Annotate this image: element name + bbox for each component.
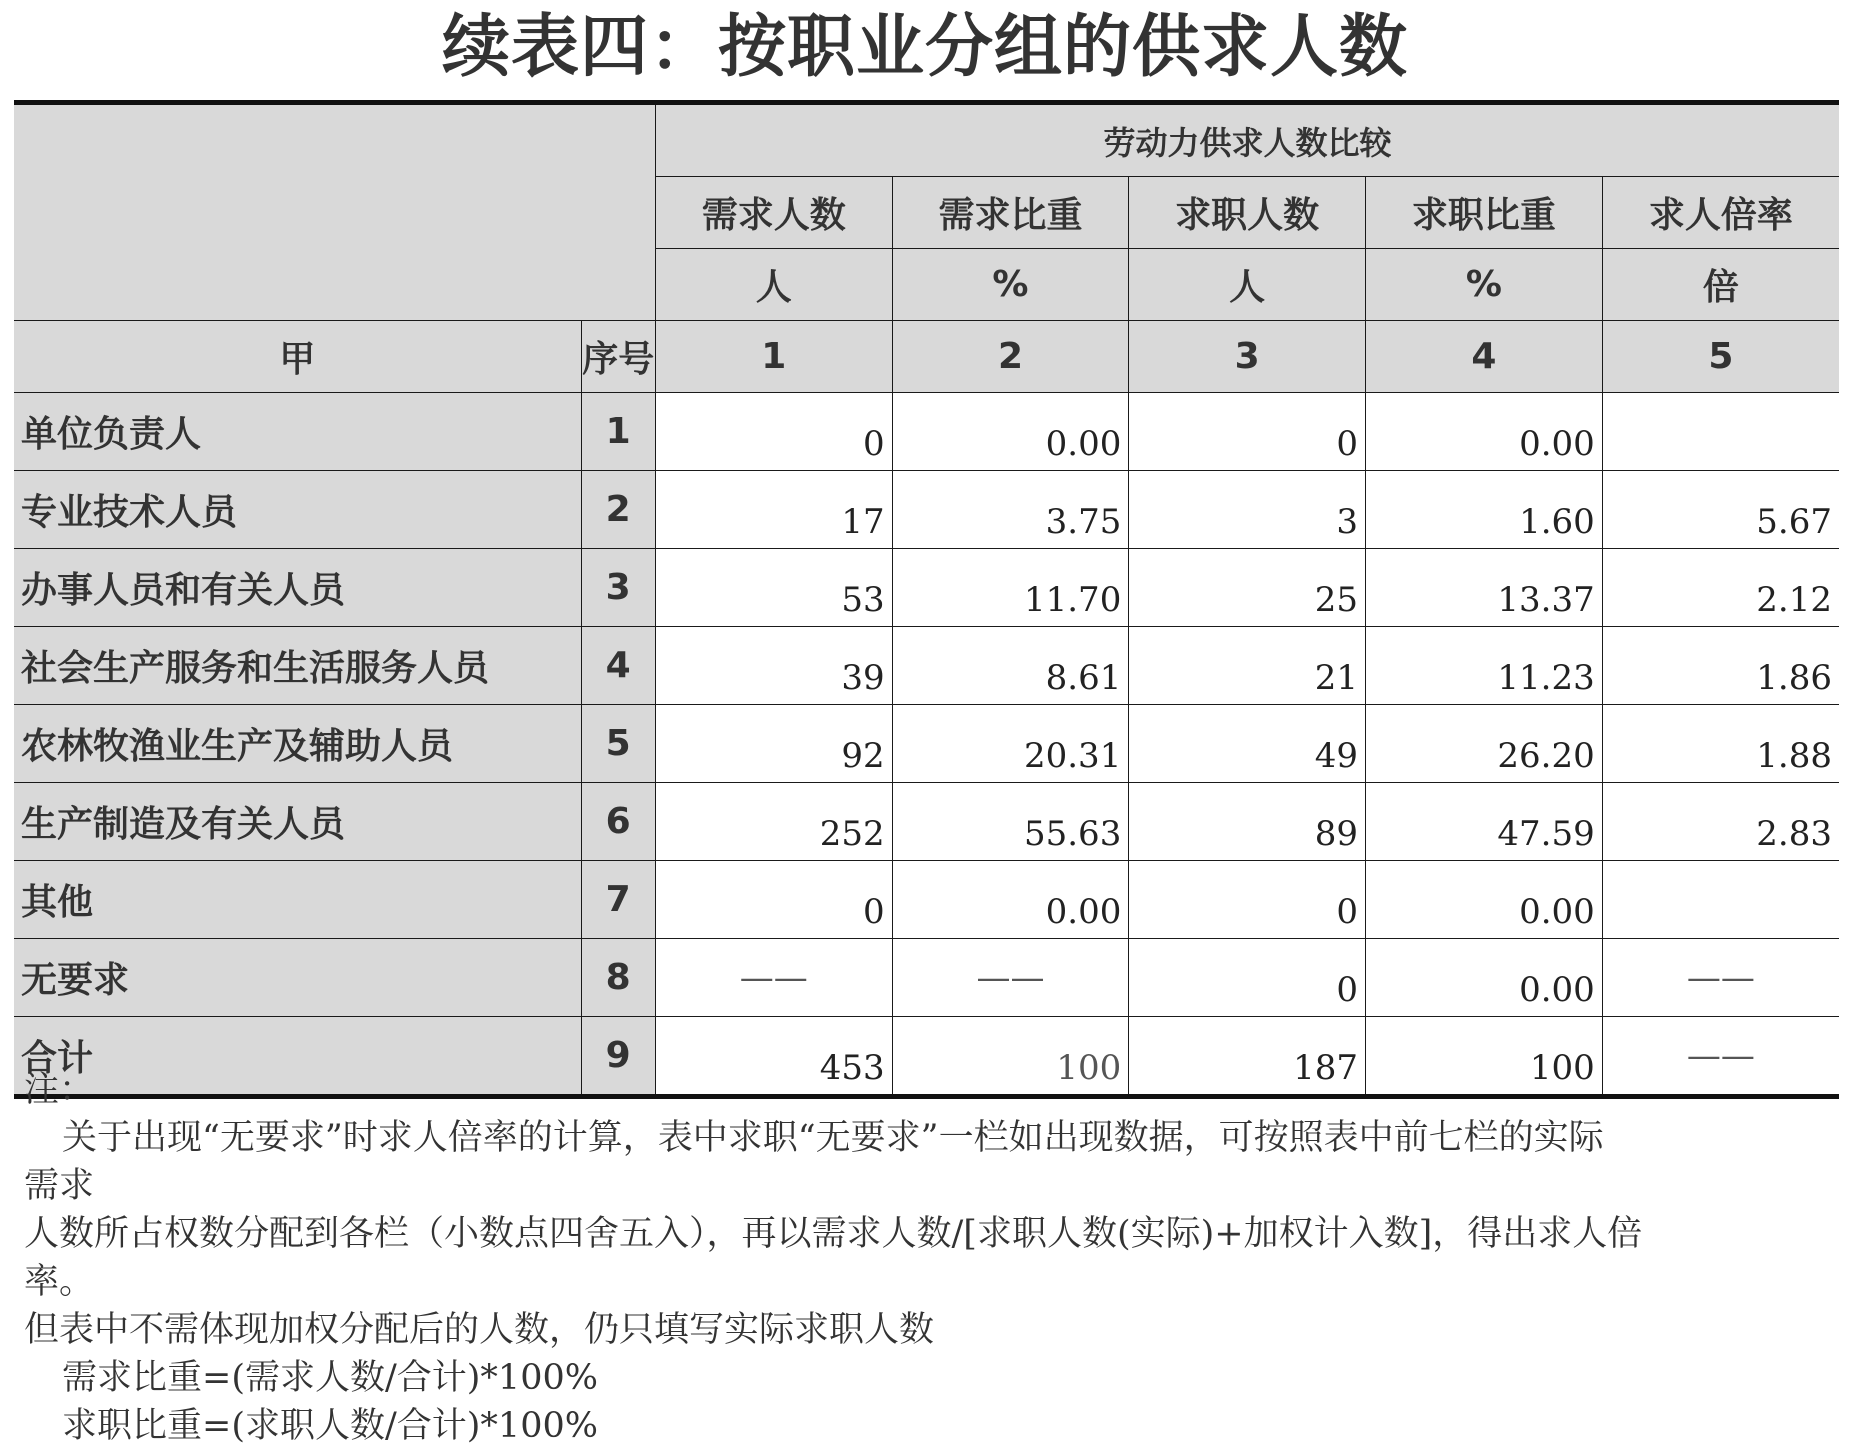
unit-cell: 人 (1129, 249, 1366, 321)
demand-count-cell: 0 (655, 861, 892, 939)
row-label: 专业技术人员 (14, 471, 581, 549)
demand-share-cell: 55.63 (892, 783, 1129, 861)
seeker-count-cell: 49 (1129, 705, 1366, 783)
row-header-label: 甲 (14, 321, 581, 393)
table-row (14, 549, 1839, 627)
seeker-count-cell: 0 (1129, 939, 1366, 1017)
demand-share-cell: 100 (892, 1017, 1129, 1097)
table-row (14, 627, 1839, 705)
note-line: 求职比重=(求职人数/合计)*100% (62, 1406, 598, 1446)
notes-section (24, 1066, 1824, 1446)
row-label: 生产制造及有关人员 (14, 783, 581, 861)
row-label: 合计 (14, 1017, 581, 1097)
table-row (14, 705, 1839, 783)
demand-ratio-cell: 1.86 (1602, 627, 1839, 705)
seeker-share-cell: 0.00 (1366, 861, 1603, 939)
demand-ratio-cell: —— (1602, 939, 1839, 1017)
group-header: 劳动力供求人数比较 (655, 103, 1839, 177)
row-number: 6 (581, 783, 655, 861)
seeker-count-cell: 21 (1129, 627, 1366, 705)
unit-cell: 人 (655, 249, 892, 321)
column-header-seeker-share: 求职比重 (1366, 177, 1603, 249)
note-line: 率。 (24, 1262, 95, 1302)
demand-ratio-cell: —— (1602, 1017, 1839, 1097)
column-number: 4 (1366, 321, 1603, 393)
seeker-share-cell: 1.60 (1366, 471, 1603, 549)
column-number-row (14, 321, 1839, 393)
seeker-count-cell: 187 (1129, 1017, 1366, 1097)
table-body (14, 103, 1839, 1097)
column-header-demand-ratio: 求人倍率 (1602, 177, 1839, 249)
demand-count-cell: 39 (655, 627, 892, 705)
unit-cell: % (892, 249, 1129, 321)
column-number: 1 (655, 321, 892, 393)
row-label: 无要求 (14, 939, 581, 1017)
demand-ratio-cell: 5.67 (1602, 471, 1839, 549)
notes-heading: 注： (24, 1070, 95, 1110)
seeker-count-cell: 0 (1129, 861, 1366, 939)
row-label: 办事人员和有关人员 (14, 549, 581, 627)
demand-count-cell: 252 (655, 783, 892, 861)
demand-share-cell: 8.61 (892, 627, 1129, 705)
seeker-count-cell: 3 (1129, 471, 1366, 549)
seeker-count-cell: 0 (1129, 393, 1366, 471)
row-label: 农林牧渔业生产及辅助人员 (14, 705, 581, 783)
demand-ratio-cell (1602, 393, 1839, 471)
table-row (14, 861, 1839, 939)
row-number-header: 序号 (581, 321, 655, 393)
seeker-share-cell: 13.37 (1366, 549, 1603, 627)
seeker-share-cell: 0.00 (1366, 939, 1603, 1017)
column-header-demand-count: 需求人数 (655, 177, 892, 249)
seeker-share-cell: 11.23 (1366, 627, 1603, 705)
group-header-row (14, 103, 1839, 177)
table-row (14, 939, 1839, 1017)
seeker-share-cell: 47.59 (1366, 783, 1603, 861)
table-row (14, 393, 1839, 471)
row-number: 1 (581, 393, 655, 471)
page-title: 续表四：按职业分组的供求人数 (441, 8, 1408, 87)
row-label: 其他 (14, 861, 581, 939)
note-line: 关于出现“无要求”时求人倍率的计算，表中求职“无要求”一栏如出现数据，可按照表中前七栏的实际 (62, 1118, 1604, 1158)
column-header-demand-share: 需求比重 (892, 177, 1129, 249)
row-label: 单位负责人 (14, 393, 581, 471)
demand-ratio-cell: 1.88 (1602, 705, 1839, 783)
unit-cell: % (1366, 249, 1603, 321)
row-number: 9 (581, 1017, 655, 1097)
demand-share-cell: —— (892, 939, 1129, 1017)
seeker-count-cell: 89 (1129, 783, 1366, 861)
demand-share-cell: 20.31 (892, 705, 1129, 783)
note-line: 需求比重=(需求人数/合计)*100% (62, 1358, 598, 1398)
demand-ratio-cell (1602, 861, 1839, 939)
header-corner-cell (14, 103, 655, 321)
row-number: 3 (581, 549, 655, 627)
seeker-count-cell: 25 (1129, 549, 1366, 627)
demand-share-cell: 0.00 (892, 861, 1129, 939)
demand-count-cell: 17 (655, 471, 892, 549)
row-number: 4 (581, 627, 655, 705)
column-number: 2 (892, 321, 1129, 393)
demand-ratio-cell: 2.83 (1602, 783, 1839, 861)
demand-count-cell: 53 (655, 549, 892, 627)
seeker-share-cell: 26.20 (1366, 705, 1603, 783)
column-number: 5 (1602, 321, 1839, 393)
demand-share-cell: 11.70 (892, 549, 1129, 627)
table-row (14, 783, 1839, 861)
demand-count-cell: —— (655, 939, 892, 1017)
unit-cell: 倍 (1602, 249, 1839, 321)
demand-ratio-cell: 2.12 (1602, 549, 1839, 627)
note-line: 需求 (24, 1166, 95, 1206)
row-number: 8 (581, 939, 655, 1017)
note-line: 但表中不需体现加权分配后的人数，仍只填写实际求职人数 (24, 1310, 935, 1350)
demand-count-cell: 0 (655, 393, 892, 471)
demand-count-cell: 453 (655, 1017, 892, 1097)
row-number: 2 (581, 471, 655, 549)
column-header-seeker-count: 求职人数 (1129, 177, 1366, 249)
seeker-share-cell: 0.00 (1366, 393, 1603, 471)
row-label: 社会生产服务和生活服务人员 (14, 627, 581, 705)
note-line: 人数所占权数分配到各栏（小数点四舍五入），再以需求人数/[求职人数(实际)+加权计入数]，得出求人倍 (24, 1214, 1643, 1254)
demand-share-cell: 0.00 (892, 393, 1129, 471)
table-row (14, 471, 1839, 549)
occupation-supply-demand-table (14, 100, 1839, 1099)
row-number: 7 (581, 861, 655, 939)
column-number: 3 (1129, 321, 1366, 393)
demand-share-cell: 3.75 (892, 471, 1129, 549)
demand-count-cell: 92 (655, 705, 892, 783)
seeker-share-cell: 100 (1366, 1017, 1603, 1097)
row-number: 5 (581, 705, 655, 783)
